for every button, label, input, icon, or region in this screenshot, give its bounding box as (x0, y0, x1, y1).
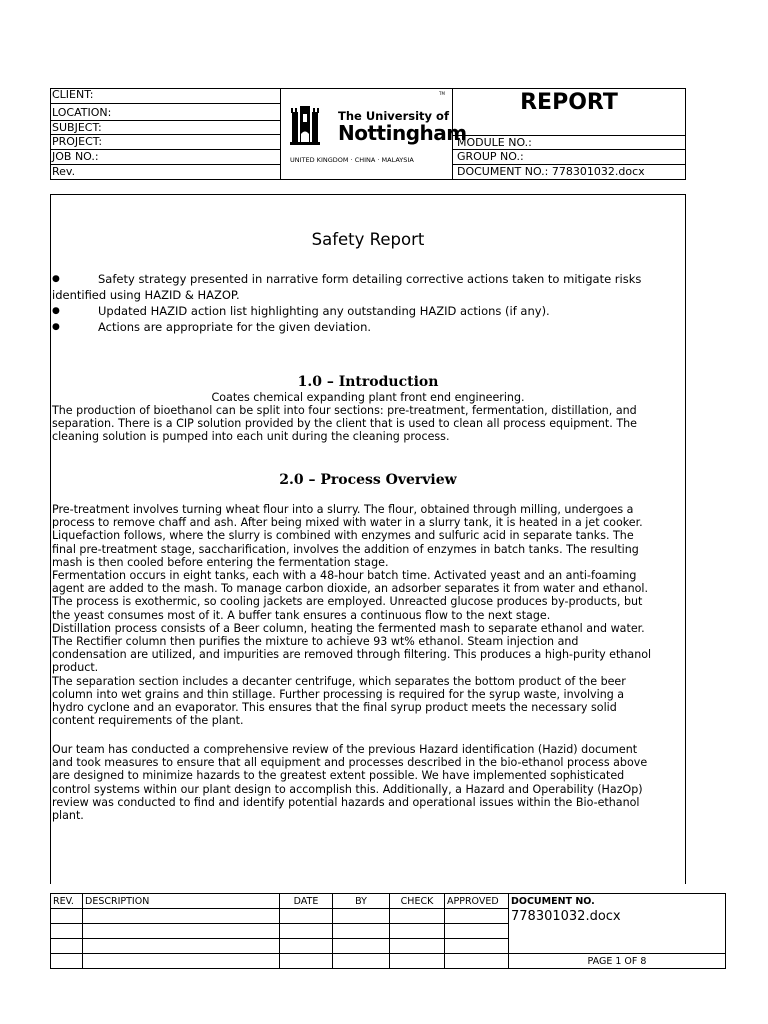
page-indicator: PAGE 1 OF 8 (509, 954, 726, 969)
header-divider-left (280, 88, 281, 180)
text-line: The Rectifier column then purifies the mixture to achieve 93 wt% ethanol. Steam injection and (52, 635, 579, 649)
text-line: control systems within our plant design to accomplish this. Additionally, a Hazard and Operability (HazOp) (52, 782, 643, 796)
text-line: Liquefaction follows, where the slurry is combined with enzymes and sulfuric acid in separate tanks. The (52, 529, 634, 543)
group-no-label: GROUP NO.: (457, 150, 524, 163)
bullet-text: Updated HAZID action list highlighting any outstanding HAZID actions (if any). (98, 304, 550, 318)
job-no-label: JOB NO.: (52, 150, 99, 163)
text-line: condensation are utilized, and impurities are removed through filtering. This produces a high-purity ethanol (52, 648, 652, 662)
logo-tm: TM (439, 91, 445, 96)
text-line: review was conducted to find and identify potential hazards and operational issues within the Bio-ethanol (52, 795, 640, 809)
process-overview-paragraph (52, 503, 692, 727)
logo-line1: The University of (338, 109, 449, 123)
text-line: the yeast consumes most of it. A buffer tank ensures a continuous flow to the next stage. (52, 608, 551, 622)
report-title: REPORT (520, 90, 618, 115)
text-line: process to remove chaff and ash. After being mixed with water in a slurry tank, it is heated in a jet cooker. (52, 516, 643, 530)
bullet-dot-icon: ● (52, 306, 60, 316)
bullet-item (52, 271, 687, 303)
location-label: LOCATION: (52, 106, 112, 119)
bullet-text: Actions are appropriate for the given deviation. (98, 320, 372, 334)
module-no-label: MODULE NO.: (457, 136, 532, 149)
by-header: BY (333, 894, 390, 909)
text-line: are designed to minimize hazards to the greatest extent possible. We have implemented sophisticated (52, 769, 625, 783)
subject-label: SUBJECT: (52, 121, 102, 134)
logo-line2: Nottingham (338, 121, 467, 145)
text-line: Pre-treatment involves turning wheat flour into a slurry. The flour, obtained through milling, undergoes a (52, 503, 634, 516)
text-line: agent are added to the mash. To manage carbon dioxide, an adsorber separates it from water and ethanol. (52, 582, 649, 596)
text-line: The separation section includes a decanter centrifuge, which separates the bottom product of the beer (52, 674, 626, 688)
section-heading-introduction: 1.0 – Introduction (297, 374, 439, 390)
bullet-dot-icon: ● (52, 322, 60, 332)
introduction-subtitle: Coates chemical expanding plant front end engineering. (211, 391, 525, 404)
text-line: Distillation process consists of a Beer column, heating the fermented mash to separate ethanol and water. (52, 621, 645, 635)
header-row-line (50, 164, 280, 165)
check-header: CHECK (390, 894, 445, 909)
rev-label: Rev. (52, 165, 76, 178)
hazid-review-paragraph (52, 743, 692, 822)
text-line: The process is exothermic, so cooling jackets are employed. Unreacted glucose produces by-products, but (52, 595, 643, 609)
project-label: PROJECT: (52, 135, 103, 148)
text-line: column into wet grains and thin stillage. Further processing is required for the syrup waste, involving a (52, 687, 625, 701)
text-line: hydro cyclone and an evaporator. This ensures that the final syrup product meets the necessary solid (52, 701, 617, 715)
text-line: Our team has conducted a comprehensive review of the previous Hazard identification (Hazid) document (52, 743, 638, 756)
table-header-row (51, 894, 726, 909)
section-heading-process-overview: 2.0 – Process Overview (279, 472, 457, 488)
bullet-text: Safety strategy presented in narrative form detailing corrective actions taken to mitigate risks identified using HAZID & HAZOP. (52, 272, 642, 302)
header-row-line (50, 103, 280, 104)
page-title: Safety Report (311, 230, 425, 249)
introduction-paragraph (52, 404, 692, 444)
document-no-value: 778301032.docx (509, 909, 726, 954)
bullet-dot-icon: ● (52, 274, 60, 284)
client-label: CLIENT: (52, 88, 94, 101)
text-line: mash is then cooled before entering the fermentation stage. (52, 555, 389, 569)
text-line: cleaning solution is pumped into each unit during the cleaning process. (52, 430, 450, 444)
text-line: The production of bioethanol can be split into four sections: pre-treatment, fermentation, distillation, and (52, 404, 637, 417)
bullet-item (52, 319, 687, 335)
text-line: and took measures to ensure that all equipment and processes described in the bio-ethanol process above (52, 756, 648, 770)
text-line: plant. (52, 809, 84, 823)
date-header: DATE (280, 894, 333, 909)
castle-crest-icon (288, 104, 322, 148)
university-logo (284, 91, 467, 168)
rev-header: REV. (51, 894, 83, 909)
text-line: content requirements of the plant. (52, 714, 244, 728)
text-line: Fermentation occurs in eight tanks, each with a 48-hour batch time. Activated yeast and an anti-foaming (52, 569, 637, 583)
approved-header: APPROVED (445, 894, 509, 909)
description-header: DESCRIPTION (83, 894, 280, 909)
table-row (51, 954, 726, 969)
revision-table (50, 893, 726, 969)
text-line: final pre-treatment stage, saccharification, involves the addition of enzymes in batch tanks. The resulting (52, 542, 639, 556)
text-line: product. (52, 661, 99, 675)
logo-tagline: UNITED KINGDOM · CHINA · MALAYSIA (290, 156, 414, 164)
document-no-header: DOCUMENT NO. (509, 894, 726, 909)
table-row (51, 909, 726, 924)
text-line: separation. There is a CIP solution provided by the client that is used to clean all process equipment. The (52, 417, 637, 431)
bullet-item (52, 303, 687, 319)
document-no-label: DOCUMENT NO.: 778301032.docx (457, 165, 645, 178)
